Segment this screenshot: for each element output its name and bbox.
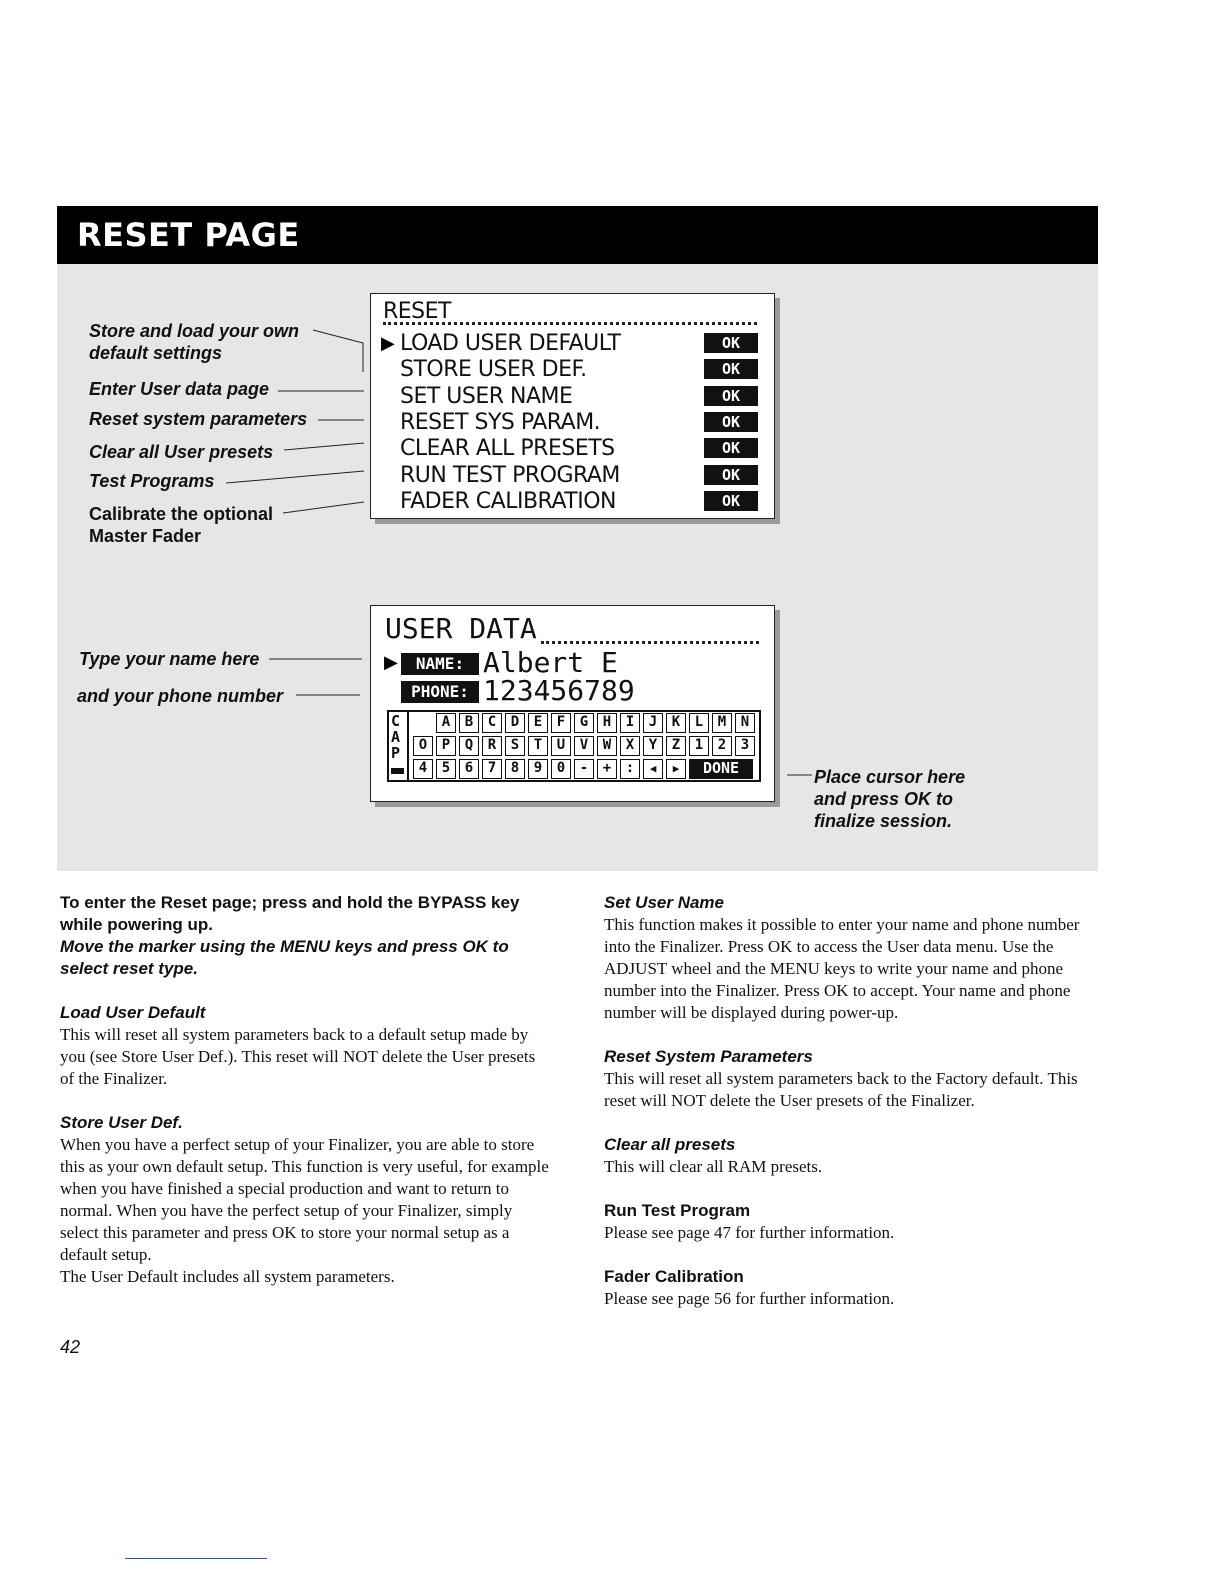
user-data-screen-title: USER DATA	[385, 612, 537, 645]
keyboard-key[interactable]: Z	[666, 736, 686, 756]
keyboard-key[interactable]: T	[528, 736, 548, 756]
keyboard-key[interactable]: J	[643, 713, 663, 733]
menu-item-label: FADER CALIBRATION	[400, 489, 616, 514]
section-header-bar	[57, 206, 1098, 264]
keyboard-key[interactable]: O	[413, 736, 433, 756]
keyboard-key[interactable]: 9	[528, 759, 548, 779]
reset-screen-title: RESET	[383, 299, 451, 324]
ok-button[interactable]: OK	[704, 465, 758, 485]
menu-item-label: SET USER NAME	[400, 384, 573, 409]
phone-field-tag: PHONE:	[401, 681, 479, 703]
section-body: When you have a perfect setup of your Finalizer, you are able to store this as your own default setup. This function is very useful, for example when you have finished a special production and want to return to normal. When you have the perfect setup of your Finalizer, simply select this parameter and press OK to store your normal setup as a default setup.	[60, 1135, 549, 1264]
keyboard-key[interactable]: 0	[551, 759, 571, 779]
cursor-left-icon[interactable]: ◀	[643, 759, 663, 779]
section-heading: Store User Def.	[60, 1113, 183, 1132]
menu-row-fader-calibration[interactable]	[371, 489, 774, 515]
menu-item-label: STORE USER DEF.	[400, 357, 587, 382]
keyboard-key[interactable]: H	[597, 713, 617, 733]
menu-item-label: LOAD USER DEFAULT	[400, 331, 621, 356]
keyboard-key[interactable]: Q	[459, 736, 479, 756]
character-keyboard	[387, 710, 761, 782]
keyboard-key-space[interactable]	[413, 713, 433, 733]
menu-row-reset-sys-param[interactable]	[371, 410, 774, 436]
section-body: This will reset all system parameters back to a default setup made by you (see Store User Def.). This reset will NOT delete the User presets of the Finalizer.	[60, 1025, 536, 1088]
keyboard-key[interactable]: L	[689, 713, 709, 733]
section-store-user-def	[60, 1112, 550, 1288]
keyboard-key[interactable]: 2	[712, 736, 732, 756]
section-body: Please see page 47 for further information.	[604, 1223, 895, 1242]
keyboard-key[interactable]: +	[597, 759, 617, 779]
keyboard-key[interactable]: A	[436, 713, 456, 733]
menu-item-label: CLEAR ALL PRESETS	[400, 436, 615, 461]
keyboard-key[interactable]: B	[459, 713, 479, 733]
done-button[interactable]: DONE	[689, 759, 753, 779]
right-text-column	[604, 892, 1094, 1332]
section-heading: Set User Name	[604, 893, 725, 912]
caps-indicator-icon	[391, 768, 404, 774]
intro-section	[60, 892, 550, 980]
menu-row-store-user-def[interactable]	[371, 357, 774, 383]
section-set-user-name	[604, 892, 1094, 1024]
keyboard-key[interactable]: P	[436, 736, 456, 756]
keyboard-key[interactable]: W	[597, 736, 617, 756]
section-body-note: The User Default includes all system parameters.	[60, 1267, 395, 1286]
menu-row-set-user-name[interactable]	[371, 384, 774, 410]
page-number: 42	[60, 1337, 81, 1357]
callout-type-name: Type your name here	[79, 649, 260, 669]
keyboard-key[interactable]: E	[528, 713, 548, 733]
keyboard-key[interactable]: U	[551, 736, 571, 756]
callout-clear-presets: Clear all User presets	[89, 442, 274, 462]
footer-rule	[125, 1558, 267, 1559]
callout-calibrate-fader: Calibrate the optional Master Fader	[89, 504, 274, 546]
reset-lcd-screen	[370, 293, 775, 519]
keyboard-key[interactable]: 6	[459, 759, 479, 779]
section-heading: Reset System Parameters	[604, 1047, 813, 1066]
section-body: This will reset all system parameters back to the Factory default. This reset will NOT delete the User presets of the Finalizer.	[604, 1069, 1078, 1110]
intro-instruction: To enter the Reset page; press and hold the BYPASS key while powering up.	[60, 893, 520, 934]
user-data-lcd-screen	[370, 605, 775, 802]
phone-input[interactable]: 123456789	[483, 674, 635, 707]
section-load-user-default	[60, 1002, 550, 1090]
menu-item-label: RUN TEST PROGRAM	[400, 463, 620, 488]
keyboard-key[interactable]: K	[666, 713, 686, 733]
section-body: This will clear all RAM presets.	[604, 1157, 823, 1176]
keyboard-key[interactable]: 8	[505, 759, 525, 779]
menu-row-load-user-default[interactable]	[371, 331, 774, 357]
section-heading: Run Test Program	[604, 1201, 751, 1220]
keyboard-key[interactable]: -	[574, 759, 594, 779]
menu-row-run-test-program[interactable]	[371, 463, 774, 489]
name-input[interactable]: Albert E	[483, 646, 618, 679]
keyboard-key[interactable]: 5	[436, 759, 456, 779]
keyboard-key[interactable]: Y	[643, 736, 663, 756]
intro-instruction-italic: Move the marker using the MENU keys and press OK to select reset type.	[60, 937, 509, 978]
section-body: This function makes it possible to enter your name and phone number into the Finalizer. Press OK to access the User data menu. Use the ADJUST wheel and the MENU keys to write your name and phone number into the Finalizer. Press OK to accept. Your name and phone number will be displayed during power-up.	[604, 915, 1080, 1022]
keyboard-key[interactable]: C	[482, 713, 502, 733]
callout-store-load: Store and load your own default settings	[89, 321, 300, 363]
keyboard-key[interactable]: 4	[413, 759, 433, 779]
callout-place-cursor: Place cursor here and press OK to finalize session.	[814, 767, 966, 831]
ok-button[interactable]: OK	[704, 386, 758, 406]
title-dotted-rule	[541, 641, 759, 644]
keyboard-key[interactable]: D	[505, 713, 525, 733]
keyboard-key[interactable]: F	[551, 713, 571, 733]
menu-row-clear-all-presets[interactable]	[371, 436, 774, 462]
keyboard-key[interactable]: M	[712, 713, 732, 733]
name-field-tag: NAME:	[401, 653, 479, 675]
section-heading: Clear all presets	[604, 1135, 736, 1154]
section-reset-system-parameters	[604, 1046, 1094, 1112]
keyboard-key[interactable]: R	[482, 736, 502, 756]
ok-button[interactable]: OK	[704, 438, 758, 458]
keyboard-key[interactable]: 7	[482, 759, 502, 779]
left-text-column	[60, 892, 550, 1310]
ok-button[interactable]: OK	[704, 359, 758, 379]
selection-marker-icon: ▶	[384, 652, 398, 673]
keyboard-key[interactable]: X	[620, 736, 640, 756]
title-dotted-rule	[383, 322, 757, 325]
ok-button[interactable]: OK	[704, 491, 758, 511]
keyboard-key[interactable]: N	[735, 713, 755, 733]
cursor-right-icon[interactable]: ▶	[666, 759, 686, 779]
page-title: RESET PAGE	[77, 216, 300, 254]
keyboard-key[interactable]: 1	[689, 736, 709, 756]
callout-phone-number: and your phone number	[77, 686, 284, 706]
section-run-test-program	[604, 1200, 1094, 1244]
keyboard-key[interactable]: I	[620, 713, 640, 733]
section-heading: Load User Default	[60, 1003, 206, 1022]
ok-button[interactable]: OK	[704, 412, 758, 432]
callout-reset-system: Reset system parameters	[89, 409, 308, 429]
caps-key[interactable]: C A P	[389, 712, 409, 780]
keyboard-key[interactable]: V	[574, 736, 594, 756]
keyboard-key[interactable]: :	[620, 759, 640, 779]
menu-item-label: RESET SYS PARAM.	[400, 410, 601, 435]
section-clear-all-presets	[604, 1134, 1094, 1178]
selection-marker-icon: ▶	[381, 333, 395, 354]
keyboard-key[interactable]: S	[505, 736, 525, 756]
callout-enter-user-data: Enter User data page	[89, 379, 270, 399]
section-heading: Fader Calibration	[604, 1267, 744, 1286]
keyboard-key[interactable]: G	[574, 713, 594, 733]
keyboard-key[interactable]: 3	[735, 736, 755, 756]
section-body: Please see page 56 for further information.	[604, 1289, 895, 1308]
section-fader-calibration	[604, 1266, 1094, 1310]
callout-test-programs: Test Programs	[89, 471, 215, 491]
ok-button[interactable]: OK	[704, 333, 758, 353]
